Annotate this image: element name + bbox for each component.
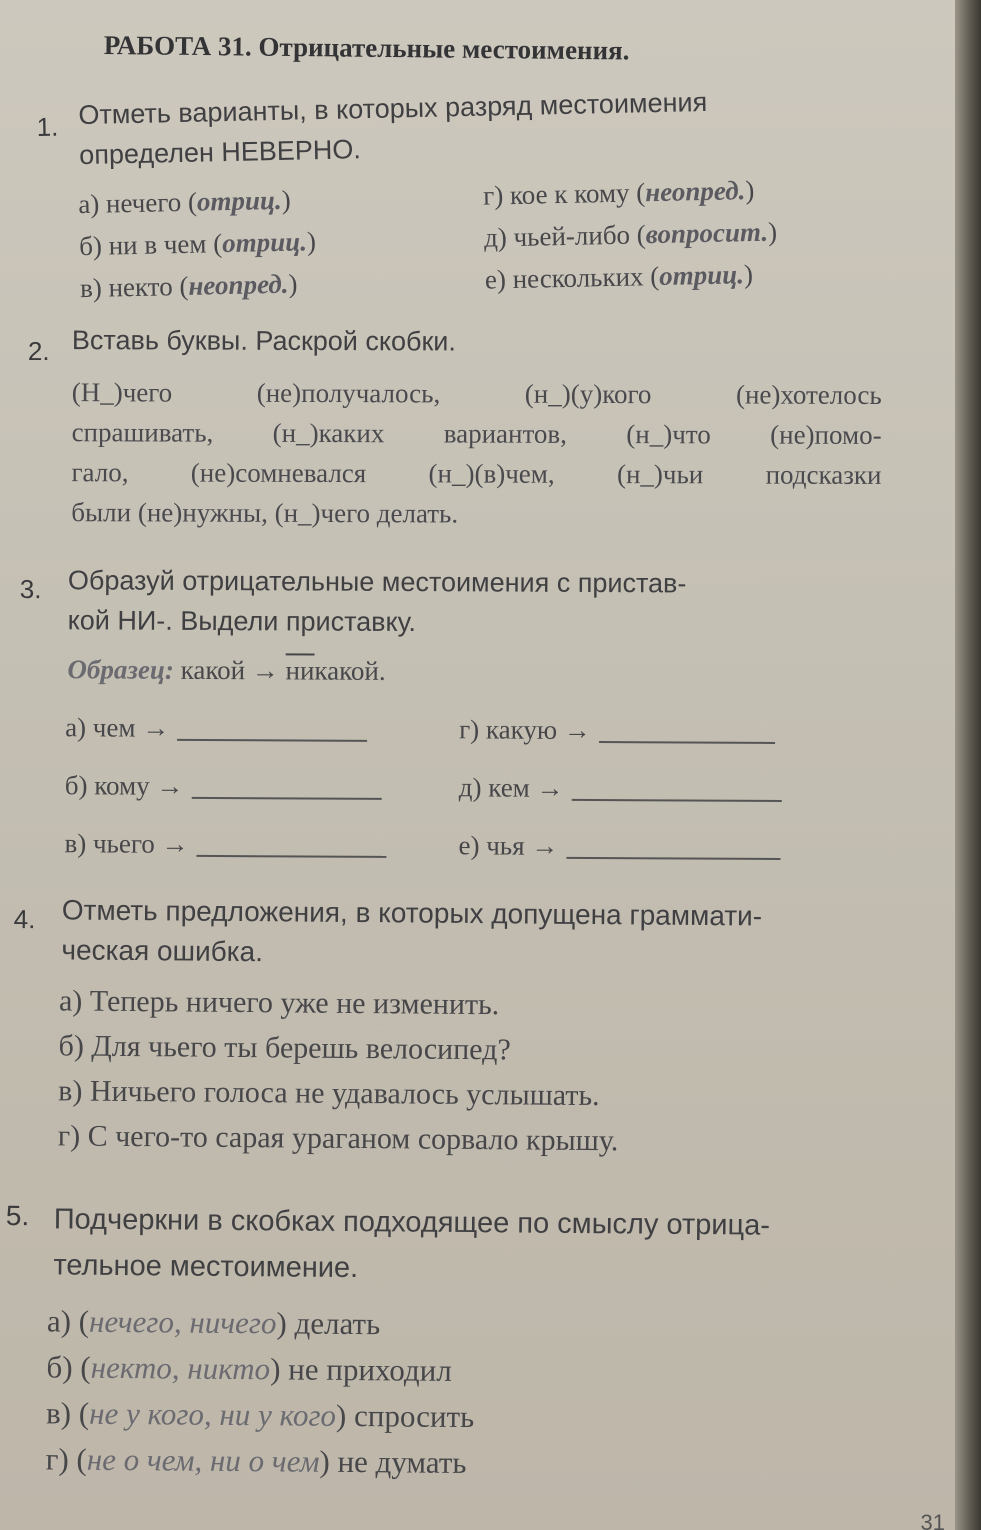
task-3 — [18, 560, 900, 883]
task-heading: определен НЕВЕРНО. — [78, 134, 362, 171]
exercise-item: д) кем → — [459, 758, 782, 818]
page-edge-shadow — [955, 0, 981, 1530]
text-line: были (не)нужны, (н_)чего делать. — [71, 497, 459, 529]
task-5 — [4, 1196, 916, 1490]
option-b[interactable]: б) (некто, никто) не приходил — [46, 1349, 452, 1388]
exercise-item: б) кому → — [65, 756, 387, 816]
option-a[interactable]: а) нечего (отриц.) — [77, 184, 292, 220]
option-d[interactable]: г) (не о чем, ни о чем) не думать — [45, 1441, 467, 1481]
option-f[interactable]: е) нескольких (отриц.) — [484, 259, 754, 295]
task-number: 1. — [36, 111, 59, 142]
task-2 — [27, 320, 888, 535]
text-line: гало, (не)сомневался (н_)(в)чем, (н_)чьи подсказки — [71, 457, 882, 490]
task-1 — [36, 78, 890, 314]
task-heading: Отметь варианты, в которых разряд местоимения — [78, 86, 708, 131]
task-heading: Вставь буквы. Раскрой скобки. — [71, 325, 456, 357]
option-c[interactable]: в) некто (неопред.) — [79, 268, 298, 304]
option-a[interactable]: а) (нечего, ничего) делать — [46, 1303, 381, 1342]
answer-blank[interactable] — [177, 713, 367, 742]
option-b[interactable]: б) Для чьего ты берешь велосипед? — [58, 1029, 511, 1067]
task-number: 4. — [13, 903, 36, 935]
exercise-item: е) чья → — [458, 816, 781, 876]
task-number: 5. — [5, 1199, 30, 1232]
exercise-item: а) чем → — [65, 698, 387, 758]
option-c[interactable]: в) (не у кого, ни у кого) спросить — [45, 1395, 475, 1435]
task-heading: Отметь предложения, в которых допущена граммати- — [61, 894, 763, 932]
answer-blank[interactable] — [196, 829, 386, 858]
text-line: спрашивать, (н_)каких вариантов, (н_)что (не)помо- — [71, 417, 882, 450]
answer-blank[interactable] — [191, 771, 381, 800]
sample-line: Образец: какой → никакой. — [67, 654, 386, 686]
task-heading: Образуй отрицательные местоимения с пристав- — [67, 565, 687, 599]
task-4 — [12, 890, 904, 1166]
answer-blank[interactable] — [599, 715, 775, 744]
option-c[interactable]: в) Ничьего голоса не удавалось услышать. — [58, 1074, 600, 1113]
task-heading: Подчеркни в скобках подходящее по смыслу отрица- — [53, 1203, 771, 1242]
answer-blank[interactable] — [566, 831, 780, 860]
task-heading: ческая ошибка. — [61, 934, 264, 968]
task-heading: тельное местоимение. — [53, 1249, 359, 1285]
answer-blank[interactable] — [571, 773, 781, 802]
option-a[interactable]: а) Теперь ничего уже не изменить. — [58, 984, 500, 1022]
exercise-item: г) какую → — [459, 700, 782, 760]
exercise-item: в) чьего → — [64, 814, 386, 874]
task-heading: кой НИ-. Выдели приставку. — [67, 605, 417, 638]
option-b[interactable]: б) ни в чем (отриц.) — [78, 226, 317, 262]
task-number: 3. — [19, 573, 42, 605]
task-number: 2. — [27, 335, 50, 367]
page-number: 31 — [920, 1510, 945, 1530]
option-d[interactable]: г) кое к кому (неопред.) — [482, 174, 755, 211]
text-line: (Н_)чего (не)получалось, (н_)(у)кого (не)хотелось — [71, 377, 882, 410]
page-title: РАБОТА 31. Отрицательные местоимения. — [103, 30, 630, 66]
option-d[interactable]: г) С чего-то сарая ураганом сорвало крышу. — [57, 1119, 619, 1158]
option-e[interactable]: д) чьей-либо (вопросит.) — [483, 216, 778, 253]
